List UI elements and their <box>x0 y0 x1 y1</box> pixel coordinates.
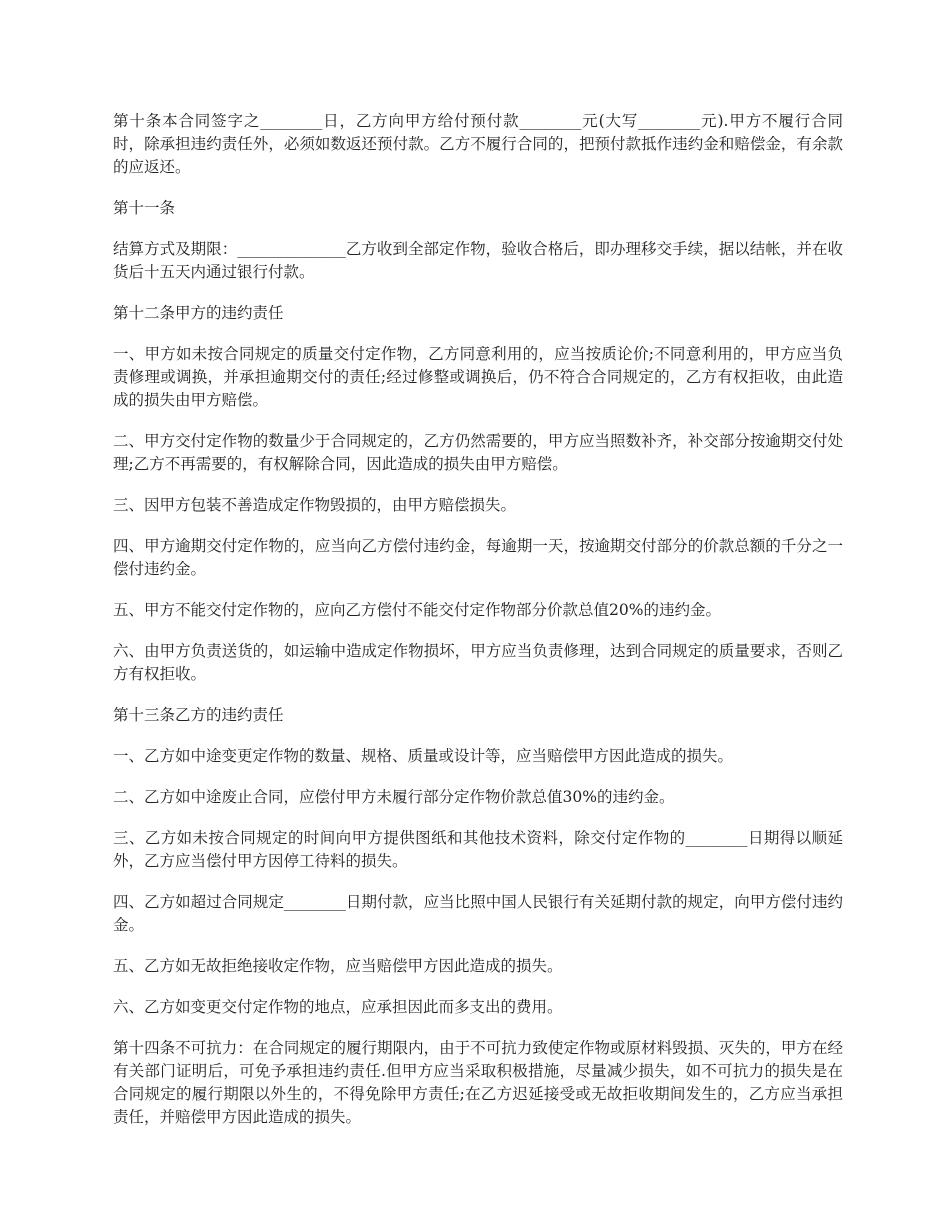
clause-13-item-3: 三、乙方如未按合同规定的时间向甲方提供图纸和其他技术资料，除交付定作物的________日期得以顺延外，乙方应当偿付甲方因停工待料的损失。 <box>113 829 843 870</box>
clause-12-item-4: 四、甲方逾期交付定作物的，应当向乙方偿付违约金，每逾期一天，按逾期交付部分的价款总额的千分之一偿付违约金。 <box>113 537 843 578</box>
clause-12-item-5: 五、甲方不能交付定作物的，应向乙方偿付不能交付定作物部分价款总值20%的违约金。 <box>113 601 721 619</box>
clause-11-settlement: 结算方式及期限：______________乙方收到全部定作物，验收合格后，即办理移交手续，据以结帐，并在收货后十五天内通过银行付款。 <box>113 240 843 281</box>
clause-13-item-6: 六、乙方如变更交付定作物的地点，应承担因此而多支出的费用。 <box>113 998 563 1016</box>
document-body <box>113 110 843 1147</box>
clause-12-item-1: 一、甲方如未按合同规定的质量交付定作物，乙方同意利用的，应当按质论价;不同意利用的，甲方应当负责修理或调换，并承担逾期交付的责任;经过修整或调换后，仍不符合合同规定的，乙方有权拒收，由此造成的损失由甲方赔偿。 <box>113 345 843 409</box>
clause-14-force-majeure: 第十四条不可抗力：在合同规定的履行期限内，由于不可抗力致使定作物或原材料毁损、灭失的，甲方在经有关部门证明后，可免予承担违约责任.但甲方应当采取积极措施，尽量减少损失，如不可抗力的损失是在合同规定的履行期限以外生的，不得免除甲方责任;在乙方迟延接受或无故拒收期间发生的，乙方应当承担责任，并赔偿甲方因此造成的损失。 <box>113 1039 843 1126</box>
clause-12-item-3: 三、因甲方包装不善造成定作物毁损的，由甲方赔偿损失。 <box>113 496 517 514</box>
clause-12-item-6: 六、由甲方负责送货的，如运输中造成定作物损坏，甲方应当负责修理，达到合同规定的质量要求，否则乙方有权拒收。 <box>113 642 843 683</box>
clause-13-item-5: 五、乙方如无故拒绝接收定作物，应当赔偿甲方因此造成的损失。 <box>113 957 563 975</box>
clause-13-item-1: 一、乙方如中途变更定作物的数量、规格、质量或设计等，应当赔偿甲方因此造成的损失。 <box>113 747 734 765</box>
clause-13-item-4: 四、乙方如超过合同规定________日期付款，应当比照中国人民银行有关延期付款的规定，向甲方偿付违约金。 <box>113 893 843 934</box>
clause-12-heading: 第十二条甲方的违约责任 <box>113 304 284 322</box>
clause-13-item-2: 二、乙方如中途废止合同，应偿付甲方未履行部分定作物价款总值30%的违约金。 <box>113 788 675 806</box>
clause-13-heading: 第十三条乙方的违约责任 <box>113 706 284 724</box>
clause-10-prepayment: 第十条本合同签字之________日，乙方向甲方给付预付款________元(大写________元).甲方不履行合同时，除承担违约责任外，必须如数返还预付款。乙方不履行合同的，把预付款抵作违约金和赔偿金，有余款的应返还。 <box>113 112 843 176</box>
clause-12-item-2: 二、甲方交付定作物的数量少于合同规定的，乙方仍然需要的，甲方应当照数补齐，补交部分按逾期交付处理;乙方不再需要的，有权解除合同，因此造成的损失由甲方赔偿。 <box>113 432 843 473</box>
clause-11-heading: 第十一条 <box>113 199 176 217</box>
